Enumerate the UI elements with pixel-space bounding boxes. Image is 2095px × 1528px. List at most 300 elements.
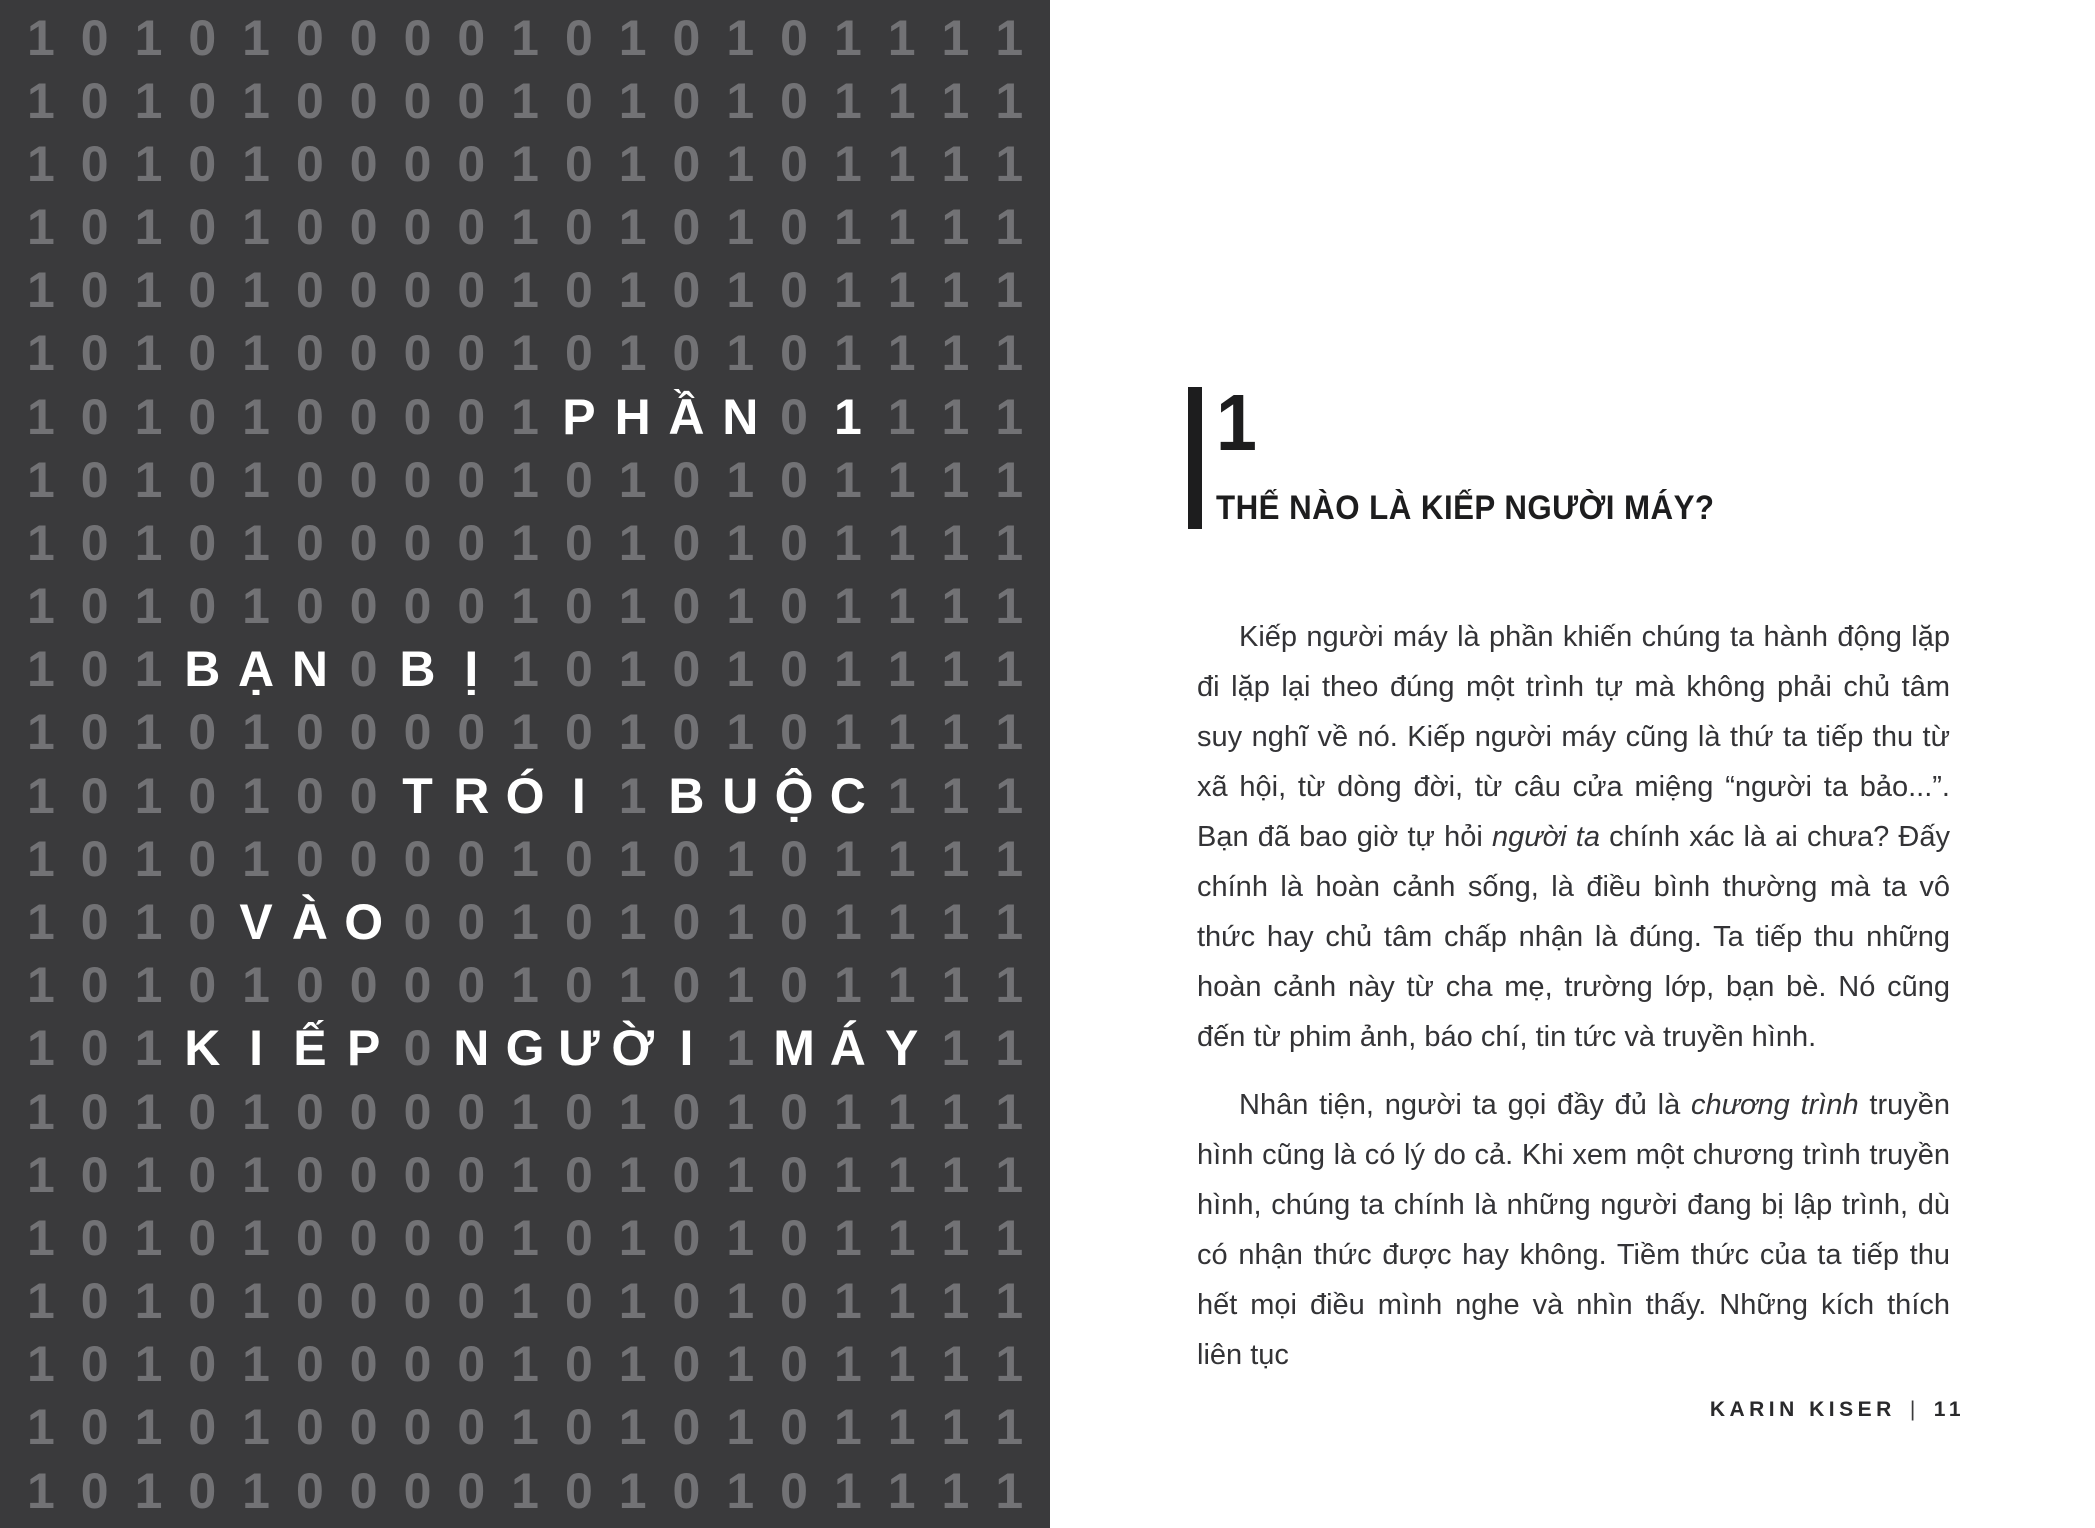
binary-digit: 0 xyxy=(349,1146,378,1203)
binary-digit: 0 xyxy=(564,135,593,192)
binary-digit: 1 xyxy=(995,1462,1024,1519)
binary-digit: 1 xyxy=(134,514,163,571)
binary-digit: 1 xyxy=(134,262,163,319)
overlay-letter: Ạ xyxy=(238,641,275,698)
binary-digit: 0 xyxy=(80,199,109,256)
binary-digit: 1 xyxy=(26,704,55,761)
binary-digit: 1 xyxy=(26,1020,55,1077)
binary-digit: 0 xyxy=(188,1209,217,1266)
binary-digit: 0 xyxy=(564,704,593,761)
binary-digit: 1 xyxy=(833,514,862,571)
binary-digit: 1 xyxy=(134,451,163,508)
binary-digit: 1 xyxy=(833,704,862,761)
binary-digit: 1 xyxy=(26,893,55,950)
binary-digit: 1 xyxy=(618,514,647,571)
binary-digit: 0 xyxy=(457,1399,486,1456)
binary-digit: 1 xyxy=(511,641,539,698)
binary-digit: 0 xyxy=(349,1209,378,1266)
binary-digit: 1 xyxy=(941,388,970,445)
binary-digit: 0 xyxy=(188,578,217,635)
body-text xyxy=(1197,612,1950,1398)
binary-digit: 1 xyxy=(726,1146,755,1203)
overlay-letter: 1 xyxy=(833,388,862,445)
footer-separator: | xyxy=(1909,1398,1920,1421)
binary-digit: 0 xyxy=(295,262,324,319)
binary-digit: 0 xyxy=(457,1083,486,1140)
binary-digit: 1 xyxy=(26,1209,55,1266)
binary-digit: 1 xyxy=(618,262,647,319)
binary-digit: 1 xyxy=(887,199,916,256)
binary-digit: 0 xyxy=(403,199,432,256)
binary-digit: 1 xyxy=(833,957,862,1014)
binary-digit: 1 xyxy=(26,388,55,445)
binary-digit: 1 xyxy=(833,72,862,129)
binary-digit: 0 xyxy=(564,1462,593,1519)
binary-digit: 0 xyxy=(780,893,808,950)
binary-digit: 1 xyxy=(941,325,970,382)
binary-digit: 1 xyxy=(618,1083,647,1140)
binary-digit: 1 xyxy=(887,704,916,761)
binary-digit: 1 xyxy=(242,388,270,445)
binary-digit: 0 xyxy=(295,578,324,635)
binary-digit: 0 xyxy=(672,262,701,319)
binary-digit: 0 xyxy=(672,893,701,950)
binary-digit: 0 xyxy=(780,1083,808,1140)
binary-digit: 0 xyxy=(780,957,808,1014)
overlay-letter: N xyxy=(722,388,759,445)
binary-digit: 0 xyxy=(80,262,109,319)
binary-digit: 0 xyxy=(564,325,593,382)
binary-digit: 1 xyxy=(242,9,270,66)
binary-digit: 1 xyxy=(995,1336,1024,1393)
binary-digit: 1 xyxy=(26,767,55,824)
binary-digit: 0 xyxy=(403,1336,432,1393)
binary-digit: 0 xyxy=(672,72,701,129)
binary-digit: 1 xyxy=(833,830,862,887)
binary-digit: 1 xyxy=(511,199,539,256)
overlay-letter: P xyxy=(562,388,596,445)
binary-digit: 1 xyxy=(726,1083,755,1140)
binary-digit: 1 xyxy=(26,1399,55,1456)
binary-digit: 0 xyxy=(80,893,109,950)
binary-row xyxy=(14,701,1036,764)
binary-row xyxy=(14,1396,1036,1459)
binary-digit: 0 xyxy=(780,1399,808,1456)
binary-row xyxy=(14,385,1036,448)
binary-digit: 0 xyxy=(457,451,486,508)
binary-digit: 0 xyxy=(564,1336,593,1393)
binary-digit: 1 xyxy=(726,199,755,256)
overlay-letter: O xyxy=(344,893,384,950)
overlay-letter: Ị xyxy=(464,641,479,698)
binary-digit: 1 xyxy=(26,325,55,382)
binary-digit: 0 xyxy=(672,704,701,761)
binary-digit: 1 xyxy=(242,451,270,508)
binary-digit: 1 xyxy=(618,9,647,66)
binary-digit: 1 xyxy=(242,199,270,256)
binary-digit: 1 xyxy=(995,262,1024,319)
content-page xyxy=(1050,0,2095,1528)
binary-row xyxy=(14,1080,1036,1143)
binary-digit: 0 xyxy=(457,893,486,950)
binary-digit: 1 xyxy=(726,1399,755,1456)
binary-digit: 0 xyxy=(403,9,432,66)
binary-row xyxy=(14,638,1036,701)
binary-digit: 0 xyxy=(188,9,217,66)
binary-row xyxy=(14,1143,1036,1206)
binary-digit: 1 xyxy=(833,1399,862,1456)
binary-digit: 0 xyxy=(564,514,593,571)
binary-digit: 0 xyxy=(672,1462,701,1519)
binary-digit: 0 xyxy=(295,388,324,445)
binary-digit: 0 xyxy=(403,830,432,887)
binary-row xyxy=(14,132,1036,195)
overlay-letter: Á xyxy=(829,1020,866,1077)
binary-digit: 0 xyxy=(188,830,217,887)
binary-digit: 0 xyxy=(349,388,378,445)
binary-digit: 1 xyxy=(511,325,539,382)
binary-digit: 1 xyxy=(242,135,270,192)
binary-digit: 1 xyxy=(618,1399,647,1456)
binary-digit: 1 xyxy=(995,893,1024,950)
binary-digit: 1 xyxy=(618,199,647,256)
binary-digit: 0 xyxy=(80,1020,109,1077)
binary-digit: 0 xyxy=(188,199,217,256)
binary-digit: 1 xyxy=(242,325,270,382)
binary-row xyxy=(14,196,1036,259)
overlay-letter: P xyxy=(347,1020,381,1077)
binary-digit: 0 xyxy=(564,262,593,319)
binary-digit: 0 xyxy=(349,641,378,698)
binary-digit: 0 xyxy=(564,1209,593,1266)
binary-digit: 1 xyxy=(941,1209,970,1266)
binary-digit: 0 xyxy=(780,262,808,319)
binary-digit: 1 xyxy=(941,514,970,571)
binary-digit: 0 xyxy=(188,893,217,950)
binary-digit: 1 xyxy=(511,1146,539,1203)
binary-digit: 1 xyxy=(726,451,755,508)
binary-digit: 0 xyxy=(457,199,486,256)
binary-digit: 0 xyxy=(780,135,808,192)
binary-digit: 0 xyxy=(80,1209,109,1266)
binary-digit: 0 xyxy=(80,1399,109,1456)
binary-digit: 0 xyxy=(188,325,217,382)
binary-digit: 0 xyxy=(295,704,324,761)
body-paragraph xyxy=(1197,1080,1950,1380)
binary-digit: 0 xyxy=(564,451,593,508)
binary-digit: 1 xyxy=(618,1209,647,1266)
binary-digit: 1 xyxy=(134,830,163,887)
binary-digit: 0 xyxy=(403,1083,432,1140)
binary-digit: 0 xyxy=(80,1146,109,1203)
binary-digit: 0 xyxy=(780,641,808,698)
binary-digit: 0 xyxy=(403,72,432,129)
binary-digit: 1 xyxy=(941,135,970,192)
binary-digit: 0 xyxy=(188,262,217,319)
binary-digit: 0 xyxy=(349,957,378,1014)
binary-digit: 1 xyxy=(833,641,862,698)
binary-digit: 0 xyxy=(295,1462,324,1519)
binary-digit: 1 xyxy=(26,135,55,192)
binary-digit: 1 xyxy=(887,957,916,1014)
binary-digit: 0 xyxy=(80,1462,109,1519)
binary-digit: 0 xyxy=(188,135,217,192)
overlay-letter: U xyxy=(722,767,759,824)
binary-digit: 1 xyxy=(726,514,755,571)
binary-digit: 0 xyxy=(80,388,109,445)
overlay-letter: K xyxy=(184,1020,221,1077)
overlay-letter: Ế xyxy=(293,1020,327,1077)
binary-digit: 0 xyxy=(295,1209,324,1266)
binary-digit: 1 xyxy=(726,135,755,192)
binary-digit: 0 xyxy=(457,72,486,129)
binary-digit: 1 xyxy=(941,704,970,761)
binary-digit: 0 xyxy=(188,388,217,445)
binary-digit: 0 xyxy=(780,514,808,571)
binary-digit: 0 xyxy=(403,893,432,950)
binary-digit: 1 xyxy=(833,1083,862,1140)
binary-digit: 0 xyxy=(349,135,378,192)
binary-digit: 0 xyxy=(188,514,217,571)
binary-digit: 0 xyxy=(349,1399,378,1456)
binary-digit: 1 xyxy=(618,135,647,192)
binary-digit: 0 xyxy=(349,1083,378,1140)
binary-row xyxy=(14,1269,1036,1332)
binary-digit: 0 xyxy=(564,1146,593,1203)
binary-digit: 0 xyxy=(80,830,109,887)
binary-digit: 1 xyxy=(26,72,55,129)
binary-digit: 0 xyxy=(188,72,217,129)
binary-digit: 1 xyxy=(941,262,970,319)
binary-digit: 0 xyxy=(80,641,109,698)
binary-digit: 0 xyxy=(457,1146,486,1203)
binary-digit: 1 xyxy=(887,388,916,445)
binary-digit: 1 xyxy=(618,830,647,887)
binary-digit: 1 xyxy=(941,1336,970,1393)
binary-row xyxy=(14,448,1036,511)
binary-digit: 1 xyxy=(511,893,539,950)
binary-digit: 1 xyxy=(887,1146,916,1203)
binary-digit: 1 xyxy=(995,704,1024,761)
binary-digit: 1 xyxy=(995,1146,1024,1203)
binary-digit: 0 xyxy=(80,578,109,635)
binary-digit: 0 xyxy=(349,704,378,761)
binary-digit: 1 xyxy=(941,641,970,698)
binary-digit: 0 xyxy=(80,957,109,1014)
binary-row xyxy=(14,764,1036,827)
binary-digit: 1 xyxy=(887,1399,916,1456)
binary-digit: 0 xyxy=(457,388,486,445)
binary-digit: 0 xyxy=(295,830,324,887)
binary-digit: 1 xyxy=(995,1399,1024,1456)
binary-digit: 1 xyxy=(511,704,539,761)
binary-digit: 1 xyxy=(134,325,163,382)
binary-digit: 1 xyxy=(134,1399,163,1456)
text-run: Kiếp người máy là phần khiến chúng ta hành động lặp đi lặp lại theo đúng một trình tự mà không phải chủ tâm suy nghĩ về nó. Kiếp người máy cũng là thứ ta tiếp thu từ xã hội, từ dòng đời, từ câu cửa miệng “người ta bảo...”. Bạn đã bao giờ tự hỏi xyxy=(1197,621,1950,853)
binary-digit: 1 xyxy=(134,578,163,635)
binary-digit: 0 xyxy=(349,767,378,824)
overlay-letter: Ầ xyxy=(668,388,705,445)
binary-digit: 1 xyxy=(134,641,163,698)
binary-digit: 0 xyxy=(403,578,432,635)
overlay-letter: Y xyxy=(884,1020,919,1077)
binary-digit: 1 xyxy=(242,514,270,571)
binary-digit: 1 xyxy=(134,9,163,66)
binary-digit: 1 xyxy=(511,1083,539,1140)
binary-digit: 1 xyxy=(242,704,270,761)
binary-digit: 1 xyxy=(941,1462,970,1519)
chapter-header xyxy=(1188,378,1758,528)
binary-digit: 1 xyxy=(833,1146,862,1203)
binary-digit: 0 xyxy=(295,1399,324,1456)
binary-digit: 0 xyxy=(780,704,808,761)
binary-digit: 1 xyxy=(941,893,970,950)
binary-digit: 1 xyxy=(887,135,916,192)
binary-digit: 0 xyxy=(780,199,808,256)
binary-digit: 0 xyxy=(349,9,378,66)
binary-digit: 0 xyxy=(403,1462,432,1519)
binary-digit: 1 xyxy=(995,514,1024,571)
overlay-letter: G xyxy=(505,1020,545,1077)
binary-digit: 1 xyxy=(26,9,55,66)
binary-digit: 0 xyxy=(188,1083,217,1140)
binary-digit: 0 xyxy=(672,325,701,382)
binary-digit: 1 xyxy=(134,1336,163,1393)
binary-digit: 1 xyxy=(887,767,916,824)
binary-digit: 0 xyxy=(80,1083,109,1140)
binary-digit: 1 xyxy=(726,641,755,698)
binary-digit: 1 xyxy=(941,1273,970,1330)
binary-digit: 0 xyxy=(349,1336,378,1393)
body-paragraph xyxy=(1197,612,1950,1062)
binary-digit: 1 xyxy=(618,767,647,824)
binary-digit: 0 xyxy=(457,1336,486,1393)
binary-digit: 1 xyxy=(242,1399,270,1456)
overlay-letter: N xyxy=(453,1020,490,1077)
binary-digit: 1 xyxy=(995,199,1024,256)
binary-digit: 1 xyxy=(618,1462,647,1519)
binary-digit: 1 xyxy=(242,1273,270,1330)
binary-row xyxy=(14,69,1036,132)
binary-digit: 1 xyxy=(941,578,970,635)
binary-digit: 1 xyxy=(995,1020,1024,1077)
binary-digit: 0 xyxy=(295,135,324,192)
binary-digit: 0 xyxy=(457,830,486,887)
overlay-letter: B xyxy=(184,641,221,698)
binary-digit: 1 xyxy=(134,388,163,445)
binary-digit: 0 xyxy=(672,578,701,635)
binary-row xyxy=(14,827,1036,890)
binary-digit: 1 xyxy=(887,830,916,887)
binary-digit: 1 xyxy=(618,1336,647,1393)
binary-digit: 1 xyxy=(941,72,970,129)
binary-digit: 1 xyxy=(618,893,647,950)
binary-digit: 0 xyxy=(672,199,701,256)
binary-digit: 0 xyxy=(780,1336,808,1393)
overlay-letter: I xyxy=(249,1020,264,1077)
binary-digit: 0 xyxy=(295,767,324,824)
binary-digit: 1 xyxy=(618,325,647,382)
binary-digit: 0 xyxy=(564,893,593,950)
binary-digit: 1 xyxy=(941,767,970,824)
binary-digit: 1 xyxy=(887,9,916,66)
binary-digit: 1 xyxy=(941,957,970,1014)
binary-digit: 0 xyxy=(672,957,701,1014)
binary-digit: 1 xyxy=(941,451,970,508)
binary-digit: 1 xyxy=(833,893,862,950)
binary-digit: 0 xyxy=(403,704,432,761)
binary-digit: 1 xyxy=(833,1336,862,1393)
binary-digit: 0 xyxy=(457,1273,486,1330)
binary-row xyxy=(14,1206,1036,1269)
binary-digit: 0 xyxy=(349,72,378,129)
binary-digit: 1 xyxy=(26,199,55,256)
binary-digit: 0 xyxy=(295,451,324,508)
binary-digit: 1 xyxy=(134,199,163,256)
binary-digit: 1 xyxy=(618,641,647,698)
binary-digit: 0 xyxy=(672,135,701,192)
binary-digit: 0 xyxy=(403,325,432,382)
binary-digit: 0 xyxy=(780,9,808,66)
chapter-title: THẾ NÀO LÀ KIẾP NGƯỜI MÁY? xyxy=(1216,489,1715,527)
binary-digit: 1 xyxy=(995,767,1024,824)
binary-digit: 1 xyxy=(833,325,862,382)
italic-phrase: chương trình xyxy=(1691,1089,1859,1121)
binary-digit: 1 xyxy=(134,704,163,761)
binary-digit: 0 xyxy=(403,1020,432,1077)
binary-digit: 1 xyxy=(242,830,270,887)
binary-digit: 0 xyxy=(80,1336,109,1393)
binary-digit: 0 xyxy=(780,1209,808,1266)
binary-digit: 1 xyxy=(242,72,270,129)
binary-digit: 1 xyxy=(726,830,755,887)
binary-digit: 1 xyxy=(726,9,755,66)
binary-digit: 0 xyxy=(80,1273,109,1330)
binary-digit: 0 xyxy=(780,72,808,129)
binary-digit: 1 xyxy=(134,135,163,192)
binary-digit: 0 xyxy=(295,199,324,256)
overlay-letter: I xyxy=(679,1020,694,1077)
binary-digit: 1 xyxy=(887,1209,916,1266)
binary-digit: 0 xyxy=(457,262,486,319)
binary-digit: 1 xyxy=(995,9,1024,66)
text-run: Nhân tiện, người ta gọi đầy đủ là xyxy=(1239,1089,1691,1121)
binary-digit: 1 xyxy=(618,578,647,635)
overlay-letter: N xyxy=(291,641,328,698)
binary-digit: 1 xyxy=(511,451,539,508)
binary-digit: 0 xyxy=(403,1273,432,1330)
binary-digit: 1 xyxy=(995,830,1024,887)
binary-digit: 1 xyxy=(511,388,539,445)
binary-digit: 1 xyxy=(511,957,539,1014)
binary-digit: 1 xyxy=(833,578,862,635)
binary-digit: 1 xyxy=(26,641,55,698)
binary-digit: 1 xyxy=(995,325,1024,382)
binary-digit: 0 xyxy=(457,1209,486,1266)
binary-digit: 1 xyxy=(726,578,755,635)
binary-digit: 1 xyxy=(134,767,163,824)
binary-digit: 0 xyxy=(188,957,217,1014)
binary-digit: 1 xyxy=(941,9,970,66)
binary-digit: 1 xyxy=(941,1083,970,1140)
binary-digit: 0 xyxy=(457,578,486,635)
binary-digit: 1 xyxy=(995,641,1024,698)
binary-digit: 1 xyxy=(26,1146,55,1203)
binary-digit: 0 xyxy=(457,1462,486,1519)
binary-digit: 0 xyxy=(295,9,324,66)
binary-digit: 1 xyxy=(134,1146,163,1203)
binary-digit: 0 xyxy=(564,1083,593,1140)
